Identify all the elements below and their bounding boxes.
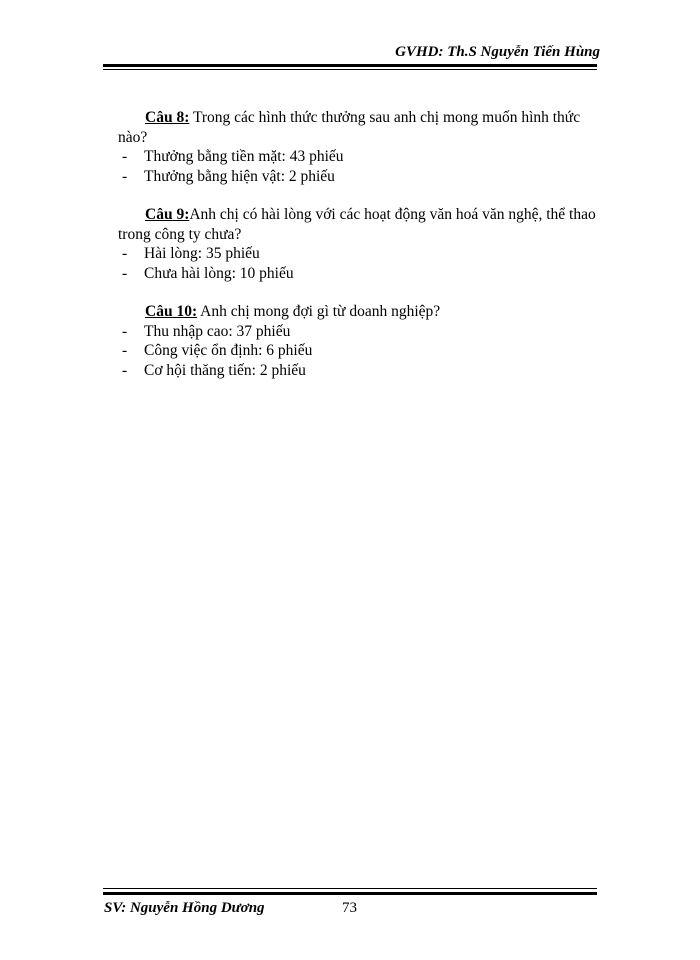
question-8-label: Câu 8: [145,109,190,126]
answer-item: - Thu nhập cao: 37 phiếu [122,322,291,340]
answer-item: - Cơ hội thăng tiến: 2 phiếu [122,361,306,379]
answer-text: Công việc ổn định: 6 phiếu [144,342,313,359]
answer-item: - Hài lòng: 35 phiếu [122,245,260,262]
question-9-text: Anh chị có hài lòng với các hoạt động văn hoá văn nghệ, thể thao trong công ty chưa? [118,206,596,243]
question-8-text: Trong các hình thức thưởng sau anh chị mong muốn hình thức nào? [118,109,581,146]
question-8 [118,108,596,147]
answer-text: Hài lòng: 35 phiếu [144,245,260,262]
answer-text: Chưa hài lòng: 10 phiếu [144,264,294,282]
answer-list-10 [118,322,596,381]
answer-text: Thưởng bằng tiền mặt: 43 phiếu [144,148,344,165]
answer-item: - Chưa hài lòng: 10 phiếu [122,264,294,282]
footer-rule-thin [103,888,597,889]
question-block-10 [118,302,596,380]
answer-item: - Thưởng bằng hiện vật: 2 phiếu [122,167,335,185]
answer-item: - Công việc ổn định: 6 phiếu [122,342,313,359]
answer-item: - Thưởng bằng tiền mặt: 43 phiếu [122,148,344,165]
question-9-label: Câu 9: [145,206,190,223]
answer-text: Thưởng bằng hiện vật: 2 phiếu [144,167,335,185]
header-rule-thick [103,64,597,67]
question-block-9 [118,205,596,283]
footer-rule-thick [103,892,597,895]
answer-list-9 [118,244,596,283]
footer-student: SV: Nguyễn Hồng Dương [104,900,265,916]
question-9 [118,205,596,244]
question-block-8 [118,108,596,186]
document-body [118,108,596,399]
header-rule-thin [103,69,597,70]
answer-list-8 [118,147,596,186]
page-number: 73 [342,900,357,916]
answer-text: Thu nhập cao: 37 phiếu [144,322,291,340]
question-10-text: Anh chị mong đợi gì từ doanh nghiệp? [197,303,441,320]
question-10-label: Câu 10: [145,303,198,320]
header-supervisor: GVHD: Th.S Nguyễn Tiến Hùng [395,44,600,60]
question-10 [118,302,596,322]
answer-text: Cơ hội thăng tiến: 2 phiếu [144,361,306,379]
